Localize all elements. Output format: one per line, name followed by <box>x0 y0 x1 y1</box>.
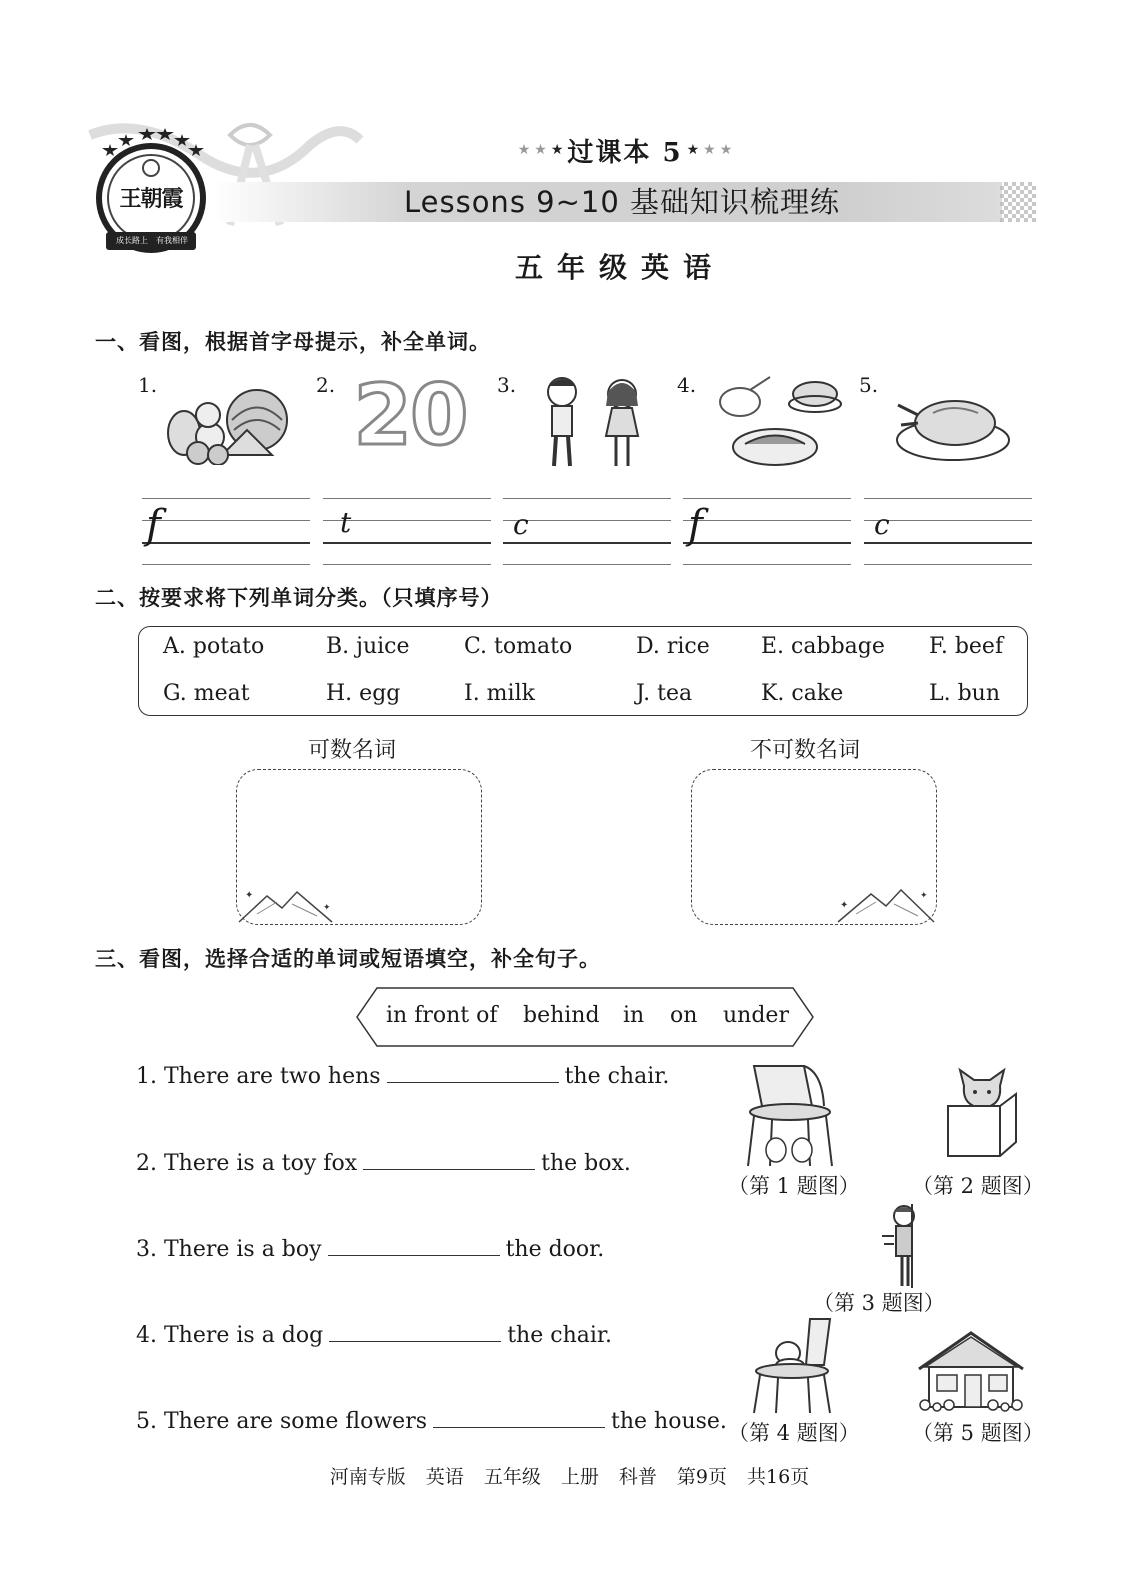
dog-on-chair-icon <box>750 1315 835 1415</box>
figure-caption: （第 1 题图） <box>728 1174 860 1198</box>
writing-lines <box>142 498 310 564</box>
question-5 <box>136 1409 727 1434</box>
item-number: 3. <box>497 373 517 397</box>
house-with-flowers-icon <box>915 1325 1027 1413</box>
food-dishes-icon <box>715 372 845 472</box>
item-number: 1. <box>138 373 158 397</box>
svg-text:✦: ✦ <box>840 900 849 911</box>
question-text: 4. There is a dog <box>136 1323 324 1348</box>
question-text: the door. <box>505 1237 605 1262</box>
question-text: the chair. <box>564 1064 670 1089</box>
children-icon <box>540 372 650 472</box>
word-item: K. cake <box>761 681 844 706</box>
word-item: H. egg <box>326 681 401 706</box>
logo-name: 王朝霞 <box>119 187 183 212</box>
word-item: C. tomato <box>464 634 573 659</box>
option-word: on <box>670 1003 698 1028</box>
item-number: 2. <box>316 373 336 397</box>
question-text: 3. There is a boy <box>136 1237 322 1262</box>
hint-letter: c <box>874 508 890 541</box>
word-item: B. juice <box>326 634 410 659</box>
subtitle: 五年级英语 <box>514 251 725 284</box>
svg-text:✦: ✦ <box>245 890 254 901</box>
section3-title: 三、看图，选择合适的单词或短语填空，补全句子。 <box>95 947 601 971</box>
fox-in-box-icon <box>942 1066 1022 1161</box>
word-item: F. beef <box>929 634 1004 659</box>
question-text: the house. <box>611 1409 727 1434</box>
question-text: the box. <box>541 1151 631 1176</box>
logo-tag-right: 有我相伴 <box>156 236 188 245</box>
item-number: 4. <box>677 373 697 397</box>
item-number: 5. <box>859 373 879 397</box>
page-title: Lessons 9~10 基础知识梳理练 <box>403 185 841 219</box>
option-word: in front of <box>386 1003 498 1028</box>
word-item: G. meat <box>163 681 250 706</box>
section1-title: 一、看图，根据首字母提示，补全单词。 <box>95 330 491 354</box>
word-item: E. cabbage <box>761 634 885 659</box>
hint-letter: c <box>513 508 529 541</box>
figure-caption: （第 2 题图） <box>912 1174 1044 1198</box>
number-twenty-icon: 20 <box>353 366 467 464</box>
kicker-text: 过课本 5 <box>567 137 683 168</box>
option-word: in <box>623 1003 645 1028</box>
question-text: the chair. <box>507 1323 612 1348</box>
boy-behind-door-icon <box>878 1200 923 1288</box>
star-icon: ★ <box>703 142 716 158</box>
option-word: behind <box>523 1003 600 1028</box>
star-icon: ★ <box>719 142 733 158</box>
svg-text:✦: ✦ <box>323 903 331 913</box>
hint-letter: t <box>340 506 352 539</box>
roast-chicken-icon <box>893 375 1013 465</box>
mountain-decoration-icon <box>836 884 936 924</box>
mountain-decoration-icon <box>237 884 337 924</box>
answer-blank[interactable] <box>433 1409 605 1428</box>
uncountable-label: 不可数名词 <box>750 738 861 763</box>
figure-caption: （第 3 题图） <box>813 1291 945 1315</box>
star-icon: ★ <box>686 142 700 158</box>
hens-under-chair-icon <box>742 1062 837 1172</box>
countable-answer-box[interactable] <box>236 769 482 925</box>
answer-blank[interactable] <box>329 1323 501 1342</box>
publisher-logo <box>92 128 210 256</box>
hint-letter: f <box>688 502 703 548</box>
star-icon: ★ <box>534 142 547 158</box>
star-icon: ★ <box>517 142 531 158</box>
question-4 <box>136 1323 612 1348</box>
page-footer: 河南专版 英语 五年级 上册 科普 第9页 共16页 <box>329 1466 810 1488</box>
figure-caption: （第 5 题图） <box>912 1421 1044 1445</box>
question-1 <box>136 1064 669 1089</box>
hint-letter: f <box>146 502 161 548</box>
word-item: L. bun <box>929 681 1001 706</box>
svg-text:✦: ✦ <box>920 891 928 901</box>
question-3 <box>136 1237 604 1262</box>
question-text: 5. There are some flowers <box>136 1409 428 1434</box>
word-item: D. rice <box>636 634 710 659</box>
question-2 <box>136 1151 631 1176</box>
word-item: A. potato <box>163 634 265 659</box>
question-text: 1. There are two hens <box>136 1064 381 1089</box>
logo-tag-left: 成长路上 <box>116 236 148 245</box>
uncountable-answer-box[interactable] <box>691 769 937 925</box>
question-text: 2. There is a toy fox <box>136 1151 358 1176</box>
fruit-icon <box>162 375 292 465</box>
answer-blank[interactable] <box>387 1064 559 1083</box>
answer-blank[interactable] <box>328 1237 500 1256</box>
word-item: J. tea <box>636 681 693 706</box>
word-bank-box <box>138 626 1028 716</box>
option-word: under <box>723 1003 789 1028</box>
countable-label: 可数名词 <box>308 738 397 763</box>
answer-blank[interactable] <box>363 1151 535 1170</box>
writing-lines <box>683 498 851 564</box>
figure-caption: （第 4 题图） <box>728 1421 860 1445</box>
word-item: I. milk <box>464 681 535 706</box>
section2-title: 二、按要求将下列单词分类。（只填序号） <box>95 586 503 610</box>
kicker <box>500 130 750 170</box>
star-icon: ★ <box>550 142 564 158</box>
